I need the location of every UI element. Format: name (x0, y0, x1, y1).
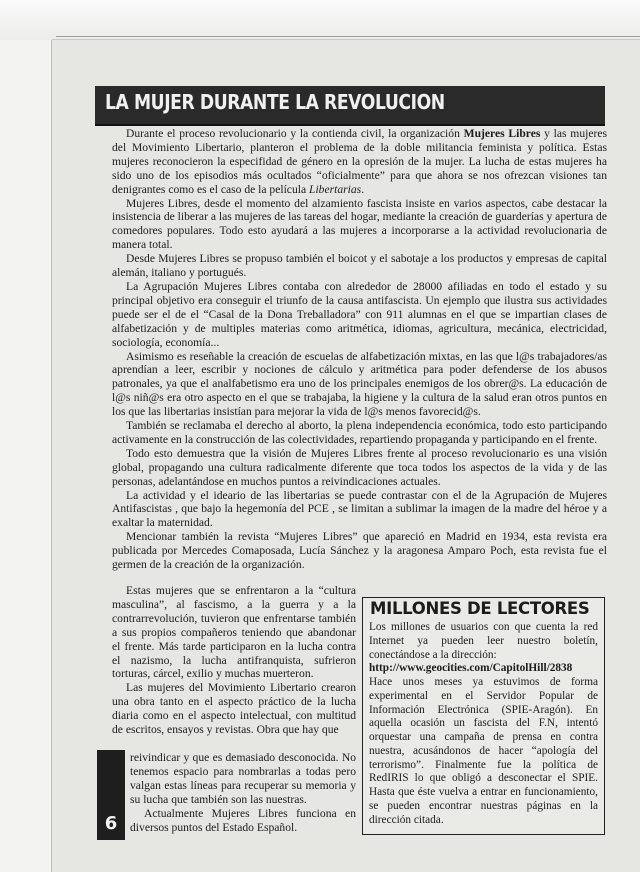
article-paragraph: Durante el proceso revolucionario y la contienda civil, la organización Mujeres Libres y las mujeres del Movimiento Libertario, planteron el problema de la doble militancia feminista y política. Estas mujeres reconocieron la especifidad de género en la opresión de la mujer. La lucha de estas mujeres ha sido uno de los episodios más ocultados “oficialmente” para que ahora se nos ofrezcan visiones tan denigrantes como es el caso de la película Libertarias. (112, 127, 607, 196)
article-paragraph: reivindicar y que es demasiado desconocida. No tenemos espacio para nombrarlas a todas pero valgan estas líneas para recuperar su memoria y su lucha que también son las nuestras. (130, 751, 356, 806)
sidebar-body: Hace unos meses ya estuvimos de forma experimental en el Servidor Popular de Información Electrónica (SPIE-Aragón). En aquella ocasión un fascista del F.N, intentó orquestar una campaña de prensa en contra nuestra, acusándonos de hacer “apología del terrorismo”. Finalmente fue la política de RedIRIS lo que obligó a desconectar el SPIE. Hasta que éste vuelva a entrar en funcionamiento, se pueden encontrar nuestras páginas en la dirección citada. (369, 676, 598, 826)
article-paragraph: Asimismo es reseñable la creación de escuelas de alfabetización mixtas, en las que l@s trabajadores/as aprendían a leer, escribir y nociones de cálculo y aritmética para poder defenderse de los abusos patronales, ya que el analfabetismo era uno de los principales enemigos de los obrer@s. La educación de l@s niñ@s era otro aspecto en el que se trabajaba, la higiene y la cultura de la salud eran otros puntos en los que las libertarias insistían para mejorar la vida de l@s menos favorecid@s. (112, 349, 607, 419)
article-title: LA MUJER DURANTE LA REVOLUCION (105, 90, 445, 114)
sidebar-box (362, 597, 605, 835)
organization-name: Mujeres Libres (463, 127, 541, 140)
scan-background (0, 0, 640, 40)
article-left-column (112, 584, 356, 737)
article-paragraph: La actividad y el ideario de las libertarias se puede contrastar con el de la Agrupación de Mujeres Antifascistas , que bajo la hegemonía del PCE , se limitan a sublimar la imagen de la madre del héroe y a exaltar la maternidad. (112, 488, 607, 530)
article-paragraph: La Agrupación Mujeres Libres contaba con alrededor de 28000 afiliadas en todo el estado y su principal objetivo era conseguir el triunfo de la causa antifascista. Un ejemplo que ilustra sus actividades puede ser el de el “Casal de la Dona Treballadora” con 911 alumnas en el que se impartian clases de alfabetización y de multiples materias como aritmética, idiomas, agricultura, mecánica, electricidad, sociología, economía... (112, 279, 607, 349)
article-title-banner (95, 86, 605, 126)
page-number: 6 (104, 813, 118, 834)
article-paragraph: Desde Mujeres Libres se propuso también el boicot y el sabotaje a los productos y empresas de capital alemán, italiano y portugués. (112, 252, 607, 280)
article-paragraph: Estas mujeres que se enfrentaron a la “cultura masculina”, al fascismo, a la guerra y a la contrarrevolución, tuvieron que enfrentarse también a sus propios compañeros teniendo que abandonar el frente. Más tarde participaron en la lucha contra el nazismo, la lucha antifranquista, sufrieron torturas, cárcel, exilio y muchas muerteron. (112, 584, 356, 681)
article-closing (130, 751, 356, 834)
article-paragraph: Actualmente Mujeres Libres funciona en diversos puntos del Estado Español. (130, 806, 356, 834)
article-paragraph: Mujeres Libres, desde el momento del alzamiento fascista insiste en varios aspectos, cabe destacar la insistencia de liberar a las mujeres de las tareas del hogar, mediante la creación de guarderías y apertura de comedores populares. Todo esto ayudará a las mujeres a incorporarse a la actividad revolucionaria de manera total. (112, 196, 607, 252)
article-paragraph: También se reclamaba el derecho al aborto, la plena independencia económica, todo esto participando activamente en la construcción de las colectividades, repartiendo propaganda y participando en el frente. (112, 419, 607, 446)
article-paragraph: Mencionar también la revista “Mujeres Libres” que apareció en Madrid en 1934, esta revista era publicada por Mercedes Comaposada, Lucía Sánchez y la aragonesa Amparo Poch, esta revista fue el germen de la creación de la organización. (112, 530, 607, 572)
page-edge (56, 36, 640, 37)
sidebar-url: http://www.geocities.com/CapitolHill/2838 (369, 662, 573, 675)
film-title: Libertarias (309, 182, 362, 196)
sidebar-title: MILLONES DE LECTORES (370, 599, 590, 618)
article-body (112, 127, 607, 572)
article-paragraph: Las mujeres del Movimiento Libertario crearon una obra tanto en el aspecto práctico de la lucha diaria como en el aspecto intelectual, con multitud de escritos, ensayos y revistas. Obra que hay que (112, 681, 356, 737)
sidebar-intro: Los millones de usuarios con que cuenta la red Internet ya pueden leer nuestro boletín, conectándose a la dirección: (369, 621, 598, 661)
page-number-tab (97, 750, 125, 840)
article-paragraph: Todo esto demuestra que la visión de Mujeres Libres frente al proceso revolucionario es una visión global, propagando una cultura radicalmente diferente que toca todos los aspectos de la vida y de las personas, adelantándose en muchos puntos a reivindicaciones actuales. (112, 446, 607, 488)
sidebar-text (369, 621, 598, 827)
